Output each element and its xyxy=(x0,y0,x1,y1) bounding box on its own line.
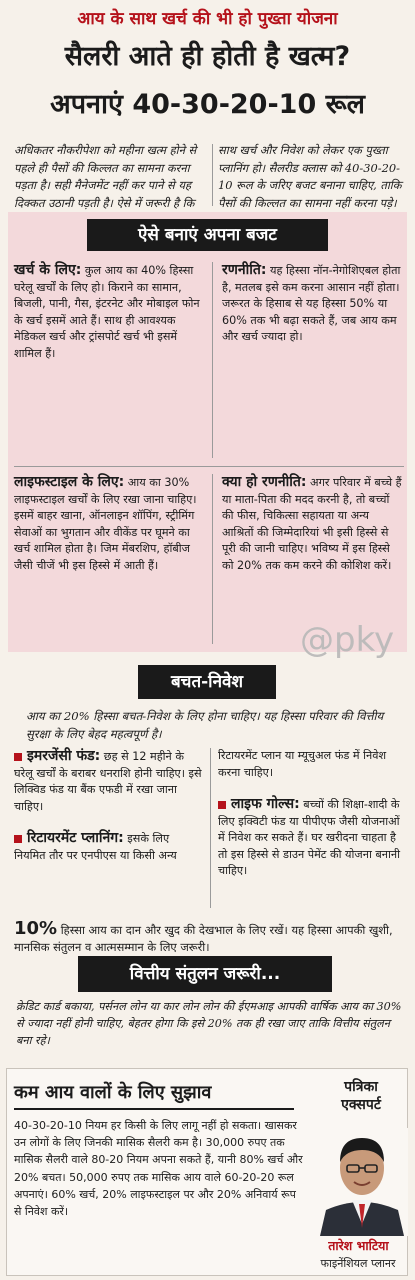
bullet-square-icon xyxy=(14,753,22,761)
column-divider xyxy=(212,262,213,458)
balance-banner: वित्तीय संतुलन जरूरी... xyxy=(78,956,332,992)
main-headline-line2: अपनाएं 40-30-20-10 रूल xyxy=(50,89,365,120)
ten-percent-text: हिस्सा आय का दान और खुद की देखभाल के लिए रखें। यह हिस्सा आपकी खुशी, मानसिक संतुलन व आत्मसम्मान के लिए जरूरी। xyxy=(14,923,393,954)
section-divider xyxy=(14,466,404,467)
kicker-headline: आय के साथ खर्च की भी हो पुख्ता योजना xyxy=(77,9,338,29)
intro-right-column: साथ खर्च और निवेश को लेकर एक पुख्ता प्लानिंग हो। सैलरीड क्लास को 40-30-20-10 रूल के जरिए बजट बनाना चाहिए, ताकि पैसों की किल्लत का सामना नहीं करना पड़े। xyxy=(218,143,402,210)
ten-percent-value: 10% xyxy=(14,918,58,939)
expense-text: कुल आय का 40% हिस्सा घरेलू खर्चों के लिए हो। किराने का सामान, बिजली, पानी, गैस, इंटरनेट और मोबाइल फोन के खर्च इसमें आते हैं। साथ ही आवश्यक मेडिकल खर्च और ट्रांसपोर्ट खर्च भी इसमें शामिल हैं। xyxy=(14,264,200,360)
budget-banner: ऐसे बनाएं अपना बजट xyxy=(87,219,328,251)
expense-lead: खर्च के लिए: xyxy=(14,262,82,278)
column-divider xyxy=(212,144,213,206)
expert-role: फाइनेंशियल प्लानर xyxy=(320,1257,396,1270)
retirement-continued: रिटायरमेंट प्लान या म्यूचुअल फंड में निवेश करना चाहिए। xyxy=(218,749,387,779)
strategy-text: यह हिस्सा नॉन-नेगोशिएबल होता है, मतलब इसे कम करना आसान नहीं होता। जरूरत के हिसाब से यह हिस्सा 50% या 60% तक भी बढ़ा सकते हैं, जब आय कम और खर्च ज्यादा हो। xyxy=(222,264,401,344)
expert-photo xyxy=(316,1128,408,1236)
emergency-fund-paragraph xyxy=(14,748,204,815)
lifestyle-lead: लाइफस्टाइल के लिए: xyxy=(14,474,125,490)
emergency-lead: इमरजेंसी फंड: xyxy=(27,748,101,764)
main-headline-line1: सैलरी आते ही होती है खत्म? xyxy=(64,41,351,72)
lifestyle-text: आय का 30% लाइफस्टाइल खर्चों के लिए रखा जाना चाहिए। इसमें बाहर खाना, ऑनलाइन शॉपिंग, स्ट्रीमिंग सेवाओं का भुगतान और वीकेंड पर घूमने का खर्च शामिल होता है। जिम मेंबरशिप, हॉबीज जैसी चीजें भी इस हिस्से में आती हैं। xyxy=(14,476,197,572)
retirement-text: इसके लिए नियमित तौर पर एनपीएस या किसी अन्य xyxy=(14,832,177,862)
bullet-square-icon xyxy=(218,801,226,809)
retirement-paragraph xyxy=(14,830,204,864)
what-strategy-lead: क्या हो रणनीति: xyxy=(222,474,307,490)
what-strategy-text: अगर परिवार में बच्चे हैं या माता-पिता की मदद करनी है, तो बच्चों की फीस, चिकित्सा सहायता या अन्य आश्रितों की जिम्मेदारियां भी इसी हिस्से से पूरी की जानी चाहिए। भविष्य में इस हिस्से को 20% तक कम करने की कोशिश करें। xyxy=(222,476,402,572)
column-divider xyxy=(210,748,211,908)
low-income-title: कम आय वालों के लिए सुझाव xyxy=(14,1082,212,1103)
savings-banner: बचत-निवेश xyxy=(138,665,276,699)
strategy-paragraph xyxy=(222,262,404,346)
expense-paragraph xyxy=(14,262,208,363)
emergency-text: छह से 12 महीने के घरेलू खर्चों के बराबर धनराशि होनी चाहिए। इसे लिक्विड फंड या बैंक एफडी में रखा जाना चाहिए। xyxy=(14,750,202,813)
savings-intro: आय का 20% हिस्सा बचत-निवेश के लिए होना चाहिए। यह हिस्सा परिवार की वित्तीय सुरक्षा के लिए बेहद महत्वपूर्ण है। xyxy=(26,709,384,741)
watermark-text: @pky xyxy=(300,620,395,660)
expert-label-line2: एक्सपर्ट xyxy=(341,1097,381,1113)
low-income-text: 40-30-20-10 नियम हर किसी के लिए लागू नहीं हो सकता। खासकर उन लोगों के लिए जिनकी मासिक सैलरी कम है। 30,000 रुपए तक मासिक सैलरी वाले 80-20 नियम अपना सकते हैं, यानी 80% खर्च और 20% बचत। 50,000 रुपए तक मासिक आय वाले 60-20-20 रूल अपनाएं। 60% खर्च, 20% लाइफस्टाइल पर और 20% अनिवार्य रूप से निवेश करें। xyxy=(14,1119,303,1219)
life-goals-text: बच्चों की शिक्षा-शादी के लिए इक्विटी फंड या पीपीएफ जैसी योजनाओं में निवेश कर सकते हैं। घर खरीदना चाहता है तो इस हिस्से से डाउन पेमेंट की योजना बनानी चाहिए। xyxy=(218,798,400,878)
life-goals-paragraph xyxy=(218,796,406,880)
what-strategy-paragraph xyxy=(222,474,404,575)
life-goals-lead: लाइफ गोल्स: xyxy=(231,796,300,812)
bullet-square-icon xyxy=(14,835,22,843)
balance-text: क्रेडिट कार्ड बकाया, पर्सनल लोन या कार लोन लोन की ईएमआइ आपकी वार्षिक आय का 30% से ज्यादा नहीं होनी चाहिए, बेहतर होगा कि इसे 20% तक ही रखा जाए ताकि वित्तीय संतुलन बना रहे। xyxy=(16,1000,402,1048)
column-divider xyxy=(212,474,213,644)
expert-label-line1: पत्रिका xyxy=(344,1079,378,1095)
title-underline xyxy=(14,1108,294,1110)
ten-percent-note xyxy=(14,920,409,956)
retirement-lead: रिटायरमेंट प्लानिंग: xyxy=(27,830,124,846)
strategy-lead: रणनीति: xyxy=(222,262,267,278)
lifestyle-paragraph xyxy=(14,474,208,575)
expert-name: तारेश भाटिया xyxy=(328,1238,389,1253)
intro-left-column: अधिकतर नौकरीपेशा को महीना खत्म होने से पहले ही पैसों की किल्लत का सामना करना पड़ता है। सही मैनेजमेंट नहीं कर पाने से यह दिक्कत उठानी पड़ती है। ऐसे में जरूरी है कि xyxy=(14,143,197,210)
expert-label xyxy=(316,1078,406,1114)
